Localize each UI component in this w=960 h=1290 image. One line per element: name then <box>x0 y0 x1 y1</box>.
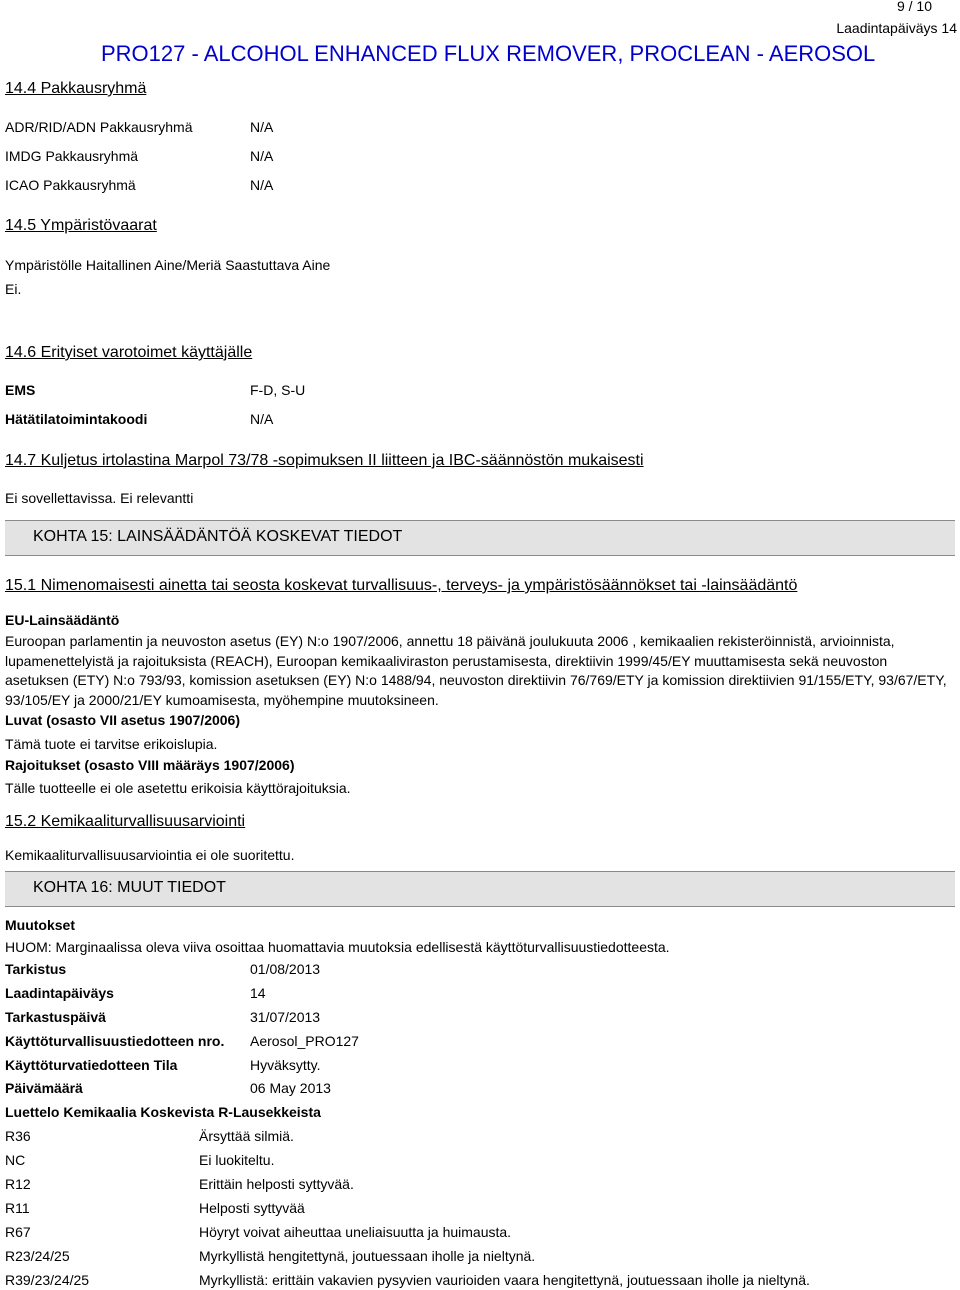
eu-legislation-heading: EU-Lainsäädäntö <box>5 612 120 628</box>
r-phrase-text: Ärsyttää silmiä. <box>199 1128 294 1144</box>
bulk-transport-text: Ei sovellettavissa. Ei relevantti <box>5 490 194 506</box>
field-label-date: Päivämäärä <box>5 1080 83 1096</box>
field-label-sds-status: Käyttöturvatiedotteen Tila <box>5 1057 178 1073</box>
field-value-tarkastuspaiva: 31/07/2013 <box>250 1009 321 1025</box>
field-label-laadintapaivays: Laadintapäiväys <box>5 985 114 1001</box>
r-phrase-code: R12 <box>5 1176 31 1192</box>
changes-text: HUOM: Marginaalissa oleva viiva osoittaa huomattavia muutoksia edellisestä käyttöturvallisuustiedotteesta. <box>5 939 670 955</box>
field-label-tarkistus: Tarkistus <box>5 961 67 977</box>
section-16-bar <box>5 871 955 907</box>
revision-header <box>836 20 957 36</box>
page-current: 9 <box>896 0 905 14</box>
field-value-laadintapaivays: 14 <box>250 985 266 1001</box>
page-total: 10 <box>916 0 932 14</box>
adr-label: ADR/RID/ADN Pakkausryhmä <box>5 119 193 135</box>
restrictions-heading: Rajoitukset (osasto VIII määräys 1907/2006) <box>5 757 295 773</box>
field-value-sds-status: Hyväksytty. <box>250 1057 321 1073</box>
r-phrase-text: Höyryt voivat aiheuttaa uneliaisuutta ja huimausta. <box>199 1224 512 1240</box>
emergency-code-value: N/A <box>250 411 274 427</box>
heading-14-5: 14.5 Ympäristövaarat <box>5 217 157 234</box>
heading-15-1: 15.1 Nimenomaisesti ainetta tai seosta koskevat turvallisuus-, terveys- ja ympäristösäännökset tai -lainsäädäntö <box>5 577 798 594</box>
imdg-value: N/A <box>250 148 274 164</box>
permits-heading: Luvat (osasto VII asetus 1907/2006) <box>5 712 240 728</box>
heading-14-4: 14.4 Pakkausryhmä <box>5 80 147 97</box>
restrictions-text: Tälle tuotteelle ei ole asetettu erikoisia käyttörajoituksia. <box>5 780 351 796</box>
r-phrase-code: R36 <box>5 1128 31 1144</box>
r-phrase-text: Helposti syttyvää <box>199 1200 305 1216</box>
field-label-sds-number: Käyttöturvallisuustiedotteen nro. <box>5 1033 225 1049</box>
page-number <box>897 0 932 14</box>
field-value-date: 06 May 2013 <box>250 1080 331 1096</box>
r-phrase-code: R67 <box>5 1224 31 1240</box>
section-15-bar <box>5 520 955 556</box>
adr-value: N/A <box>250 119 274 135</box>
icao-label: ICAO Pakkausryhmä <box>5 177 136 193</box>
r-phrase-code: R39/23/24/25 <box>5 1272 90 1288</box>
heading-15-2: 15.2 Kemikaaliturvallisuusarviointi <box>5 813 246 830</box>
field-value-sds-number: Aerosol_PRO127 <box>250 1033 359 1049</box>
environmental-hazard-value: Ei. <box>5 281 22 297</box>
r-phrase-code: R23/24/25 <box>5 1248 70 1264</box>
r-phrase-text: Ei luokiteltu. <box>199 1152 275 1168</box>
heading-14-6: 14.6 Erityiset varotoimet käyttäjälle <box>5 344 253 361</box>
field-value-tarkistus: 01/08/2013 <box>250 961 321 977</box>
eu-legislation-text: Euroopan parlamentin ja neuvoston asetus (EY) N:o 1907/2006, annettu 18 päivänä joulukuuta 2006 , kemikaalien rekisteröinnistä, arvioinnista, lupamenettelyistä ja rajoituksista (REACH), Euroopan kemikaaliviraston perustamisesta, direktiivin 1999/45/EY muuttamisesta sekä neuvoston asetuksen (ETY) N:o 793/93, komission asetuksen (EY) N:o 1488/94, neuvoston direktiivin 76/769/ETY ja komission direktiivien 91/155/ETY, 93/67/ETY, 93/105/EY ja 2000/21/EY kumoamisesta, myöhempine muutoksineen. <box>5 633 947 708</box>
section-15-title: KOHTA 15: LAINSÄÄDÄNTÖÄ KOSKEVAT TIEDOT <box>33 528 403 545</box>
permits-text: Tämä tuote ei tarvitse erikoislupia. <box>5 736 218 752</box>
environmental-hazard-label: Ympäristölle Haitallinen Aine/Meriä Saastuttava Aine <box>5 257 331 273</box>
field-label-tarkastuspaiva: Tarkastuspäivä <box>5 1009 106 1025</box>
emergency-code-label: Hätätilatoimintakoodi <box>5 411 148 427</box>
r-phrase-code: NC <box>5 1152 26 1168</box>
heading-14-7: 14.7 Kuljetus irtolastina Marpol 73/78 -sopimuksen II liitteen ja IBC-säännöstön mukaisesti <box>5 452 644 469</box>
r-phrase-code: R11 <box>5 1200 30 1216</box>
r-phrase-text: Erittäin helposti syttyvää. <box>199 1176 354 1192</box>
ems-label: EMS <box>5 382 36 398</box>
imdg-label: IMDG Pakkausryhmä <box>5 148 139 164</box>
changes-heading: Muutokset <box>5 917 75 933</box>
r-phrase-text: Myrkyllistä hengitettynä, joutuessaan iholle ja nieltynä. <box>199 1248 536 1264</box>
revision-label: Laadintapäiväys <box>836 20 938 36</box>
chemical-safety-text: Kemikaaliturvallisuusarviointia ei ole suoritettu. <box>5 847 295 863</box>
r-phrases-heading: Luettelo Kemikaalia Koskevista R-Lausekkeista <box>5 1104 321 1120</box>
r-phrase-text: Myrkyllistä: erittäin vakavien pysyvien vaurioiden vaara hengitettynä, joutuessaan iholle ja nieltynä. <box>199 1272 810 1288</box>
document-title: PRO127 - ALCOHOL ENHANCED FLUX REMOVER, PROCLEAN - AEROSOL <box>101 41 876 66</box>
icao-value: N/A <box>250 177 274 193</box>
page-separator: / <box>908 0 913 14</box>
revision-value: 14 <box>941 20 957 36</box>
ems-value: F-D, S-U <box>250 382 306 398</box>
section-16-title: KOHTA 16: MUUT TIEDOT <box>33 879 226 896</box>
